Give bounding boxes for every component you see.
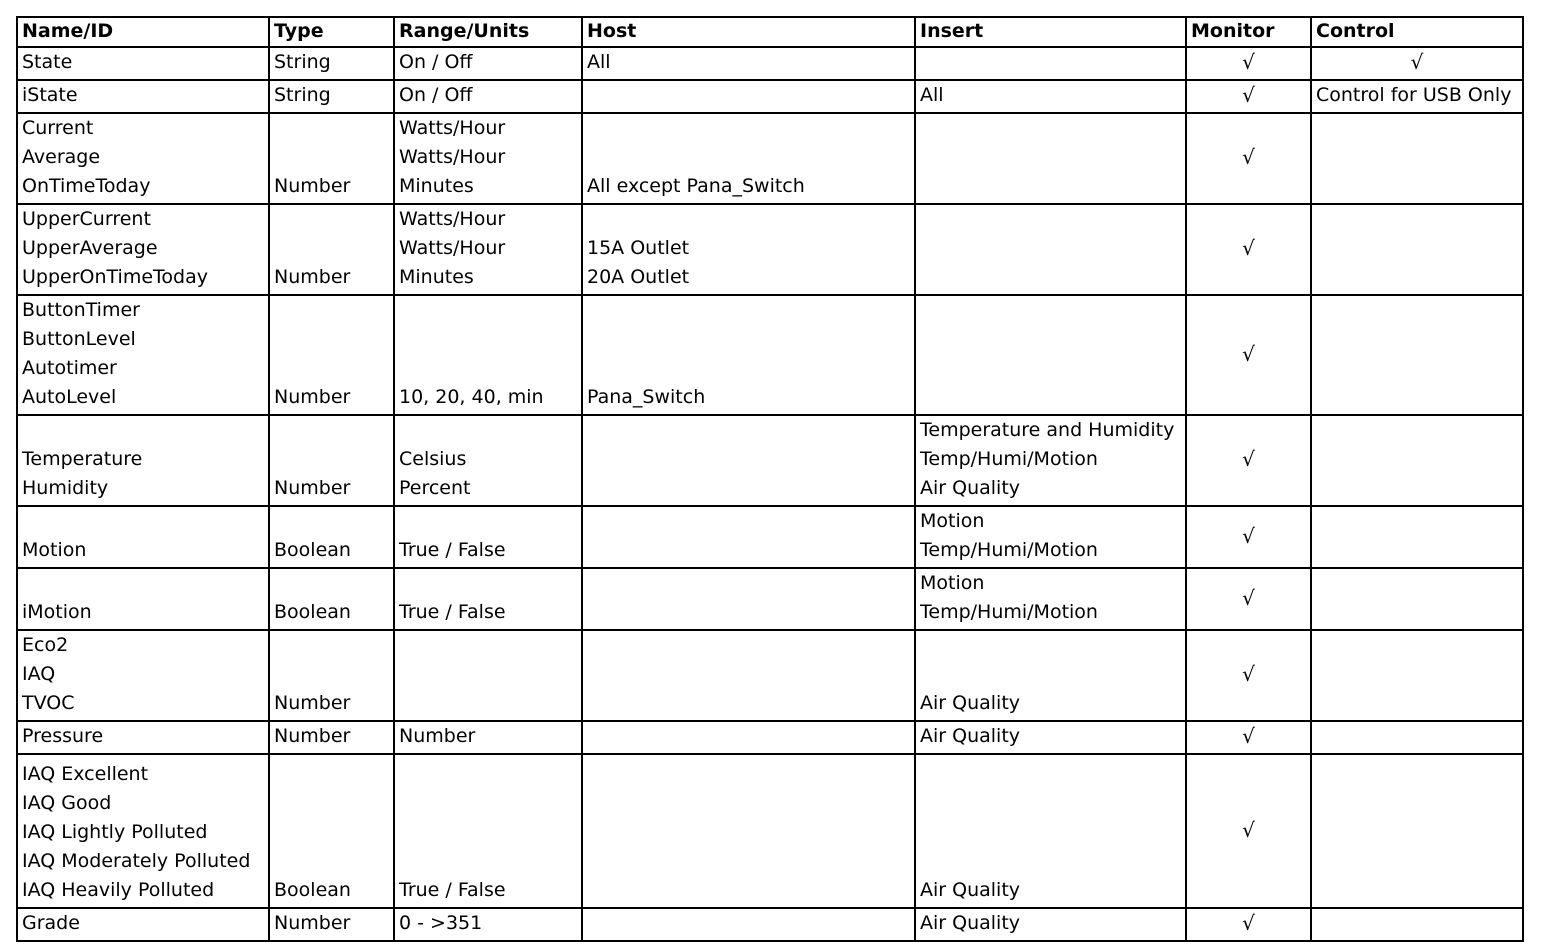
cell-insert-line: All xyxy=(920,84,944,106)
cell-name xyxy=(17,568,269,630)
cell-insert xyxy=(915,506,1186,568)
cell-range xyxy=(394,204,582,295)
cell-insert xyxy=(915,415,1186,506)
cell-type: Boolean xyxy=(269,568,394,630)
cell-range xyxy=(394,908,582,941)
cell-insert xyxy=(915,204,1186,295)
table-row xyxy=(17,204,1523,295)
cell-host xyxy=(582,295,915,415)
cell-host xyxy=(582,80,915,113)
cell-host-line: 20A Outlet xyxy=(587,266,690,288)
cell-control xyxy=(1311,754,1523,908)
cell-range-line: On / Off xyxy=(399,84,473,106)
cell-insert-line: Air Quality xyxy=(920,725,1021,747)
cell-insert xyxy=(915,754,1186,908)
cell-range-line: 0 - >351 xyxy=(399,912,483,934)
cell-insert-line: Air Quality xyxy=(920,912,1021,934)
table-row xyxy=(17,80,1523,113)
cell-insert-line: Air Quality xyxy=(920,879,1021,901)
cell-name-line: ButtonLevel xyxy=(22,328,136,350)
cell-range-line: Watts/Hour xyxy=(399,237,506,259)
cell-control xyxy=(1311,295,1523,415)
cell-range xyxy=(394,80,582,113)
cell-insert xyxy=(915,568,1186,630)
monitor-check-icon: √ xyxy=(1186,908,1311,941)
cell-host xyxy=(582,630,915,721)
header-name: Name/ID xyxy=(17,17,269,47)
cell-type: Number xyxy=(269,295,394,415)
cell-range-line: Minutes xyxy=(399,175,474,197)
cell-name-line: iMotion xyxy=(22,601,92,623)
cell-control: Control for USB Only xyxy=(1311,80,1523,113)
cell-range-line: 10, 20, 40, min xyxy=(399,386,544,408)
cell-type: String xyxy=(269,47,394,80)
cell-name-line: iState xyxy=(22,84,78,106)
cell-name-line: TVOC xyxy=(22,692,75,714)
cell-range xyxy=(394,295,582,415)
cell-name xyxy=(17,80,269,113)
cell-insert-line: Temp/Humi/Motion xyxy=(920,601,1098,623)
monitor-check-icon: √ xyxy=(1186,113,1311,204)
cell-type: Number xyxy=(269,908,394,941)
cell-name xyxy=(17,204,269,295)
cell-name-line: Pressure xyxy=(22,725,104,747)
cell-name xyxy=(17,721,269,754)
cell-name xyxy=(17,415,269,506)
monitor-check-icon: √ xyxy=(1186,415,1311,506)
cell-host xyxy=(582,47,915,80)
cell-name-line: Current xyxy=(22,117,94,139)
monitor-check-icon: √ xyxy=(1186,506,1311,568)
control-check-icon: √ xyxy=(1311,47,1523,80)
cell-type: Boolean xyxy=(269,754,394,908)
cell-control xyxy=(1311,908,1523,941)
cell-host-line: Pana_Switch xyxy=(587,386,706,408)
header-host: Host xyxy=(582,17,915,47)
cell-range-line: Watts/Hour xyxy=(399,146,506,168)
cell-insert-line: Temp/Humi/Motion xyxy=(920,448,1098,470)
cell-control xyxy=(1311,415,1523,506)
cell-range-line: Watts/Hour xyxy=(399,208,506,230)
cell-control xyxy=(1311,506,1523,568)
cell-insert-line: Air Quality xyxy=(920,692,1021,714)
cell-name xyxy=(17,630,269,721)
cell-name-line: ButtonTimer xyxy=(22,299,140,321)
header-control: Control xyxy=(1311,17,1523,47)
cell-name-line: Eco2 xyxy=(22,634,69,656)
cell-name-line: Temperature xyxy=(22,448,143,470)
cell-name-line: Motion xyxy=(22,539,87,561)
cell-name-line: IAQ Heavily Polluted xyxy=(22,879,215,901)
cell-name-line: IAQ Good xyxy=(22,792,112,814)
cell-range xyxy=(394,415,582,506)
cell-name xyxy=(17,506,269,568)
cell-host-line: All except Pana_Switch xyxy=(587,175,805,197)
cell-name-line: IAQ Moderately Polluted xyxy=(22,850,251,872)
cell-name-line: UpperCurrent xyxy=(22,208,151,230)
cell-host xyxy=(582,721,915,754)
cell-range xyxy=(394,506,582,568)
cell-range-line: Percent xyxy=(399,477,471,499)
cell-type: Boolean xyxy=(269,506,394,568)
cell-type: Number xyxy=(269,204,394,295)
cell-host xyxy=(582,204,915,295)
monitor-check-icon: √ xyxy=(1186,630,1311,721)
cell-host xyxy=(582,568,915,630)
cell-range-line: Number xyxy=(399,725,476,747)
monitor-check-icon: √ xyxy=(1186,204,1311,295)
header-insert: Insert xyxy=(915,17,1186,47)
cell-range xyxy=(394,47,582,80)
cell-insert xyxy=(915,80,1186,113)
cell-name-line: UpperAverage xyxy=(22,237,158,259)
cell-insert-line: Air Quality xyxy=(920,477,1021,499)
cell-name-line: OnTimeToday xyxy=(22,175,151,197)
cell-name-line: State xyxy=(22,51,73,73)
table-row xyxy=(17,908,1523,941)
cell-insert xyxy=(915,630,1186,721)
cell-range xyxy=(394,568,582,630)
cell-insert xyxy=(915,47,1186,80)
cell-range-line: Minutes xyxy=(399,266,474,288)
cell-insert xyxy=(915,113,1186,204)
monitor-check-icon: √ xyxy=(1186,80,1311,113)
cell-type: Number xyxy=(269,415,394,506)
cell-host xyxy=(582,506,915,568)
header-range: Range/Units xyxy=(394,17,582,47)
table-row xyxy=(17,113,1523,204)
cell-control xyxy=(1311,568,1523,630)
cell-name xyxy=(17,908,269,941)
header-monitor: Monitor xyxy=(1186,17,1311,47)
cell-name-line: IAQ Excellent xyxy=(22,763,149,785)
table-row xyxy=(17,630,1523,721)
cell-range xyxy=(394,630,582,721)
cell-control xyxy=(1311,721,1523,754)
cell-insert-line: Motion xyxy=(920,510,985,532)
cell-host xyxy=(582,113,915,204)
cell-host xyxy=(582,908,915,941)
cell-name-line: Humidity xyxy=(22,477,109,499)
cell-insert xyxy=(915,908,1186,941)
cell-name xyxy=(17,295,269,415)
cell-range xyxy=(394,113,582,204)
cell-range-line: True / False xyxy=(399,539,506,561)
cell-host-line: All xyxy=(587,51,611,73)
cell-control xyxy=(1311,113,1523,204)
cell-range xyxy=(394,754,582,908)
monitor-check-icon: √ xyxy=(1186,568,1311,630)
table-row xyxy=(17,47,1523,80)
monitor-check-icon: √ xyxy=(1186,47,1311,80)
cell-name-line: Autotimer xyxy=(22,357,117,379)
table-row xyxy=(17,415,1523,506)
table-row xyxy=(17,754,1523,908)
cell-range xyxy=(394,721,582,754)
header-type: Type xyxy=(269,17,394,47)
table-row xyxy=(17,568,1523,630)
cell-host-line: 15A Outlet xyxy=(587,237,690,259)
cell-insert-line: Temperature and Humidity xyxy=(920,419,1175,441)
cell-name-line: Grade xyxy=(22,912,80,934)
cell-name-line: Average xyxy=(22,146,101,168)
cell-range-line: Celsius xyxy=(399,448,467,470)
cell-control xyxy=(1311,204,1523,295)
monitor-check-icon: √ xyxy=(1186,754,1311,908)
cell-name-line: IAQ Lightly Polluted xyxy=(22,821,208,843)
cell-host xyxy=(582,754,915,908)
cell-name xyxy=(17,47,269,80)
cell-range-line: Watts/Hour xyxy=(399,117,506,139)
cell-type: Number xyxy=(269,630,394,721)
cell-type: String xyxy=(269,80,394,113)
cell-range-line: On / Off xyxy=(399,51,473,73)
monitor-check-icon: √ xyxy=(1186,721,1311,754)
cell-type: Number xyxy=(269,721,394,754)
cell-insert-line: Temp/Humi/Motion xyxy=(920,539,1098,561)
attribute-table xyxy=(16,16,1524,942)
cell-name-line: AutoLevel xyxy=(22,386,117,408)
cell-range-line: True / False xyxy=(399,601,506,623)
table-row xyxy=(17,506,1523,568)
table-row xyxy=(17,295,1523,415)
cell-type: Number xyxy=(269,113,394,204)
cell-insert xyxy=(915,721,1186,754)
header-row xyxy=(17,17,1523,47)
table-row xyxy=(17,721,1523,754)
cell-insert xyxy=(915,295,1186,415)
monitor-check-icon: √ xyxy=(1186,295,1311,415)
cell-insert-line: Motion xyxy=(920,572,985,594)
cell-host xyxy=(582,415,915,506)
cell-name-line: UpperOnTimeToday xyxy=(22,266,208,288)
cell-name xyxy=(17,754,269,908)
cell-control xyxy=(1311,630,1523,721)
cell-name xyxy=(17,113,269,204)
cell-range-line: True / False xyxy=(399,879,506,901)
cell-name-line: IAQ xyxy=(22,663,56,685)
